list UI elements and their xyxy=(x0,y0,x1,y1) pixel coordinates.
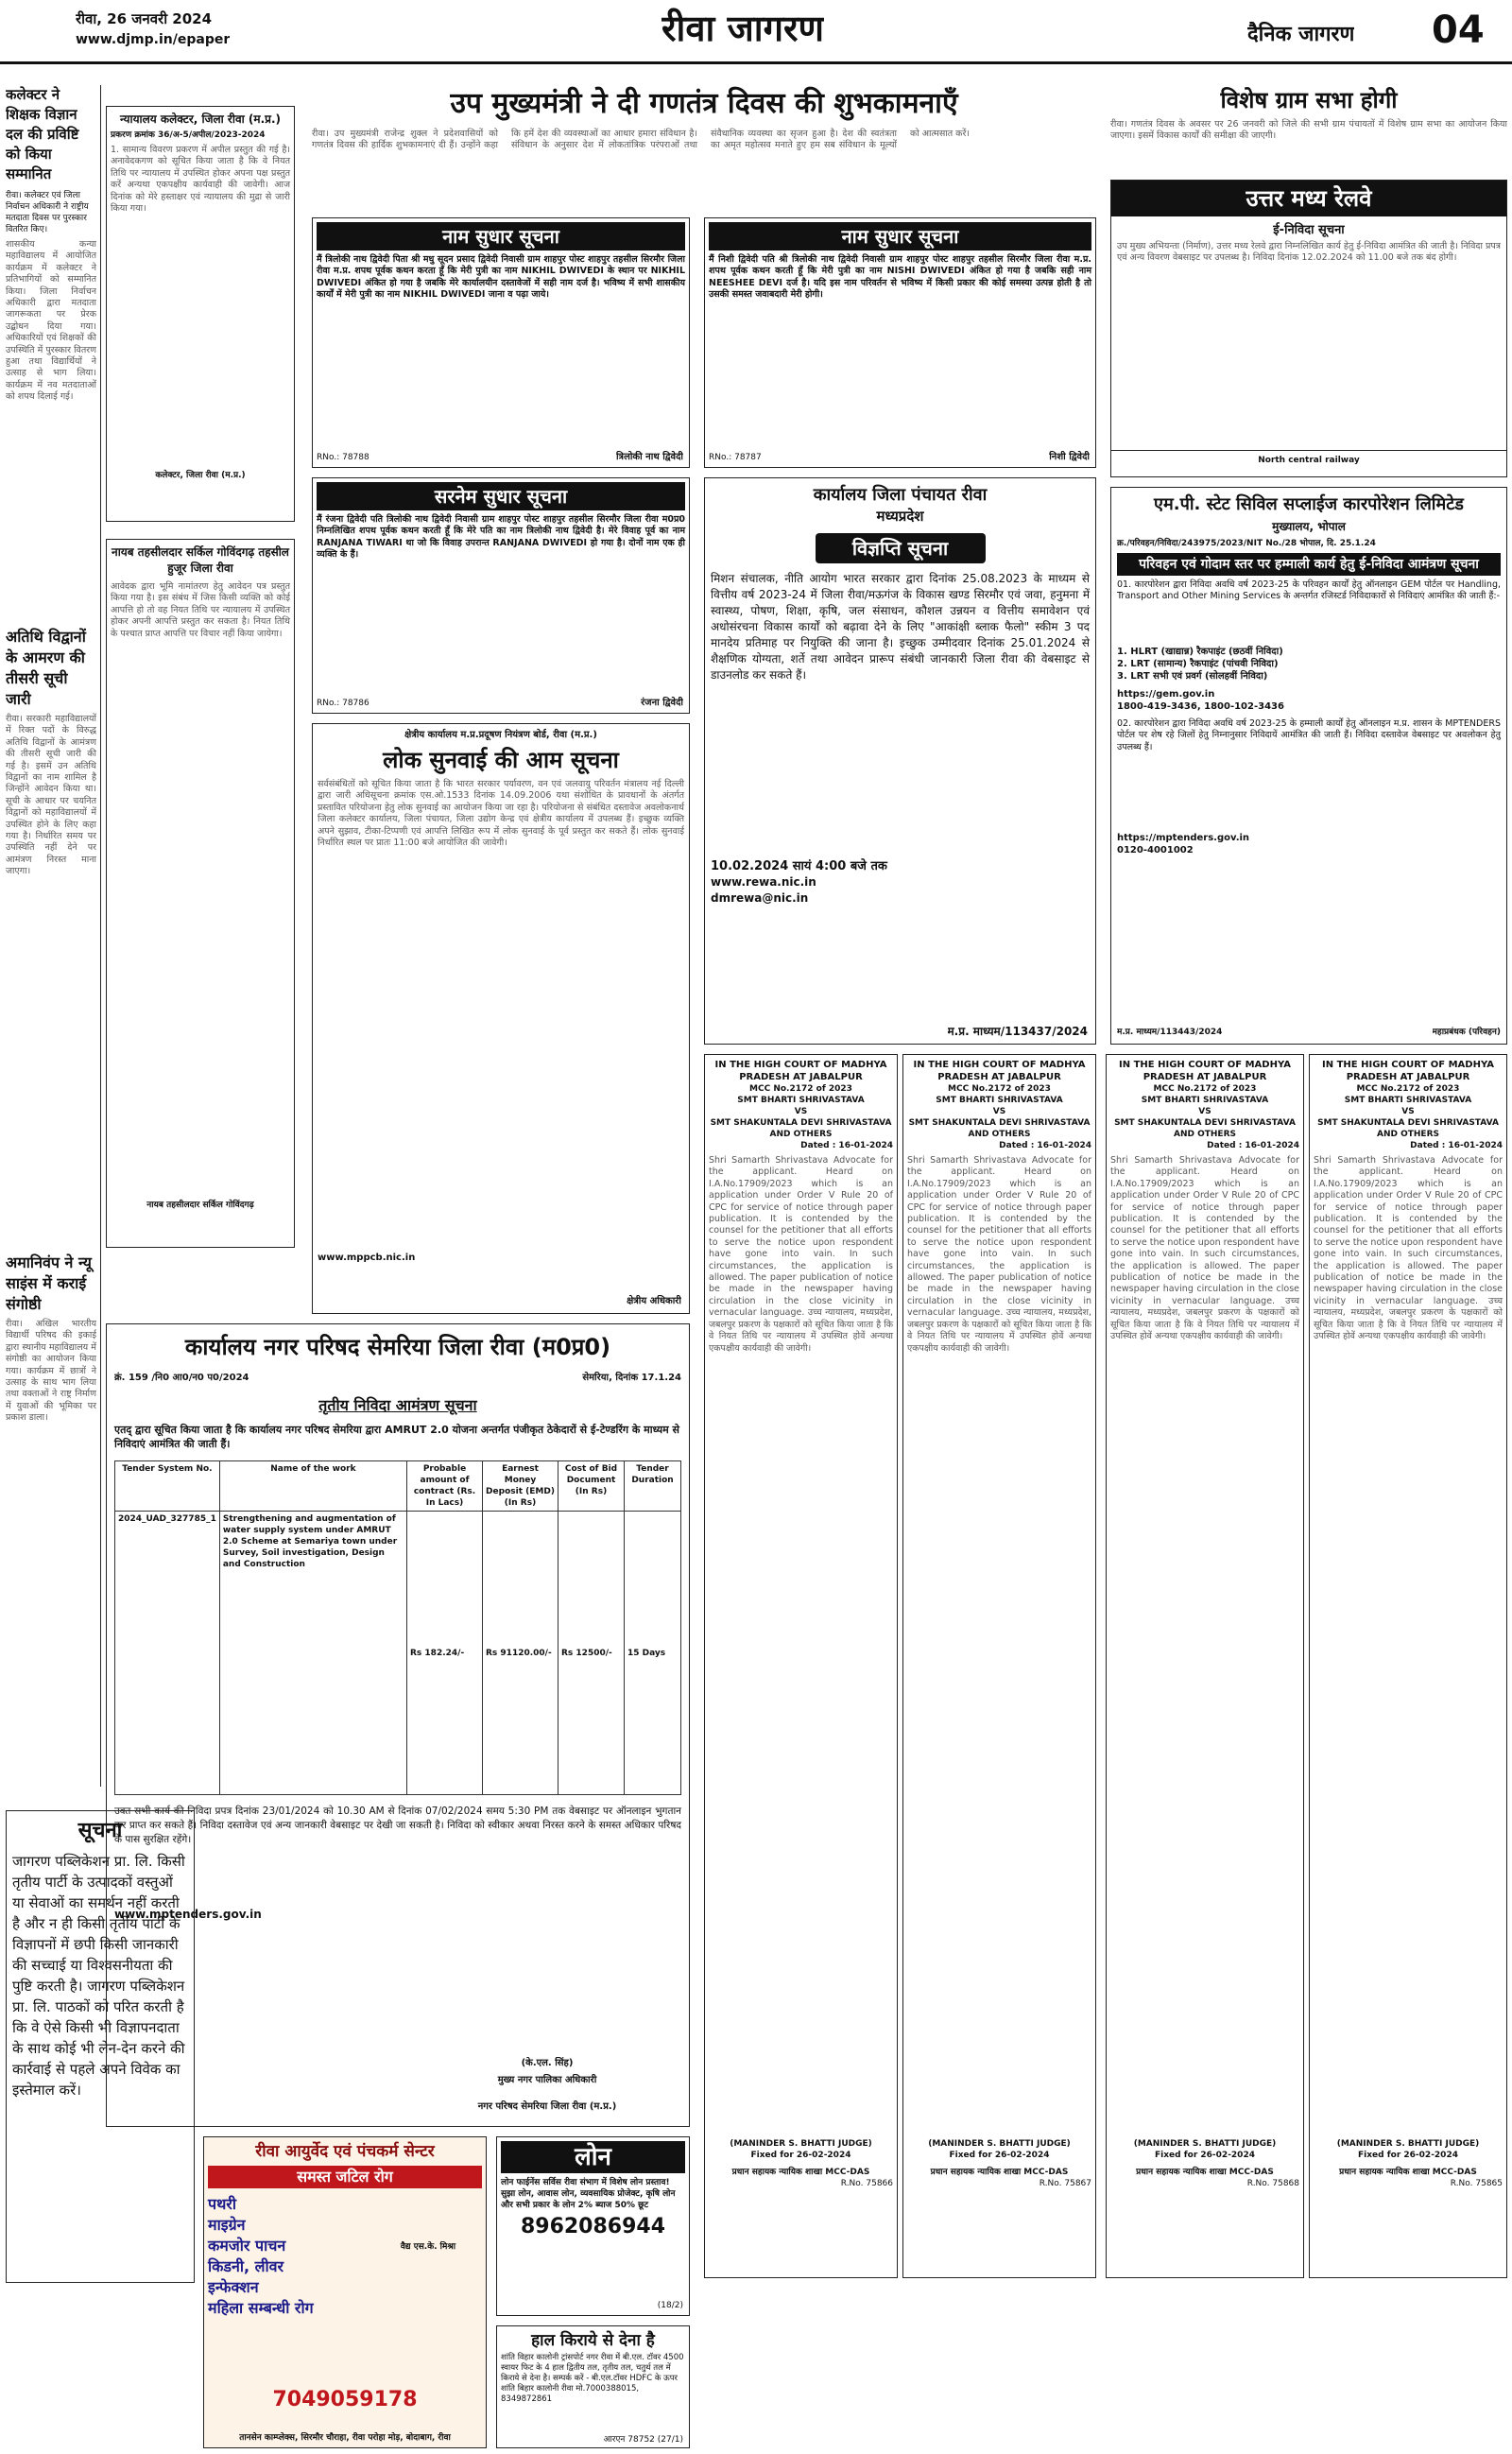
rno: RNo.: 78787 xyxy=(709,453,762,462)
table-cell: Rs 182.24/- xyxy=(407,1512,483,1795)
semariya-signature-2: मुख्य नगर पालिका अधिकारी xyxy=(497,2075,597,2085)
column-header: Cost of Bid Document (In Rs) xyxy=(558,1461,625,1512)
corp-tollfree: 1800-419-3436, 1800-102-3436 xyxy=(1117,701,1284,712)
court-footer: प्रधान सहायक न्यायिक शाखा MCC-DAS xyxy=(1339,2168,1477,2177)
ad-item: माइग्रेन xyxy=(208,2216,246,2234)
corp-item: 3. LRT सभी एवं प्रवर्ग (सोलहवीं निविदा) xyxy=(1117,671,1268,682)
case-number: प्रकरण क्रमांक 36/अ-5/अपील/2023-2024 xyxy=(111,130,266,140)
ad-item: इन्फेक्शन xyxy=(208,2278,259,2296)
court-body: Shri Samarth Shrivastava Advocate for the applicant. Heard on I.A.No.17909/2023 which is an application under Order V Rule 20 of CPC for service of notice through paper publication. It is contended by the counsel for the petitioner that all efforts to serve the notice upon respondent have gone into vain. In such circumstances, the application is allowed. The paper publication of notice be made in the newspaper having circulation in the close vicinity in vernacular language. उच्च न्यायालय, मध्यप्रदेश, जबलपुर प्रकरण के पक्षकारों को सूचित किया जाता है कि वे नियत तिथि पर न्यायालय में उपस्थित होवें अन्यथा एकपक्षीय कार्यवाही की जावेगी। xyxy=(907,1155,1091,1354)
publisher-disclaimer xyxy=(6,1810,195,2283)
deputy-cm-news xyxy=(312,85,1096,208)
corp-item: 2. LRT (सामान्य) रैकपाइंट (पांचवी निविदा) xyxy=(1117,659,1279,669)
rent-text: शांति विहार कालोनी ट्रांसपोर्ट नगर रीवा में बी.एल. टॉवर 4500 स्वायर फिट के 4 हाल द्वितीय तल, तृतीय तल, चतुर्थ तल में किराये से देना है। सम्पर्क करें - बी.एल.टॉवर HDFC के ऊपर शांति बिहार कालोनी रीवा मो.7000388015, 8349872861 xyxy=(501,2353,684,2404)
zila-panchayat-notice xyxy=(704,477,1096,1045)
court-fixed: Fixed for 26-02-2024 xyxy=(949,2151,1050,2160)
notice-title: नाम सुधार सूचना xyxy=(317,222,685,251)
court-registrar: (MANINDER S. BHATTI JUDGE) xyxy=(1336,2139,1480,2149)
court-footer: प्रधान सहायक न्यायिक शाखा MCC-DAS xyxy=(1136,2168,1274,2177)
court-footer: प्रधान सहायक न्यायिक शाखा MCC-DAS xyxy=(731,2168,870,2177)
headline: कलेक्टर ने शिक्षक विज्ञान दल की प्रविष्टि को किया सम्मानित xyxy=(6,86,79,182)
corp-footer-right: महाप्रबंधक (परिवहन) xyxy=(1432,1028,1501,1037)
notice-body: मैं निशी द्विवेदी पति श्री त्रिलोकी नाथ द्विवेदी निवासी ग्राम शाहपुर पोस्ट शाहपुर तहसील सिरमौर जिला रीवा म.प्र. शपथ पूर्वक कथन करती हूँ कि मेरी पुत्री का नाम NISHI DWIVEDI अंकित हो गया है जबकि सही नाम NEESHEE DEVI दर्ज है। यदि इस नाम परिवर्तन से भविष्य में किसी प्रकार की कोई समस्या उत्पन्न होती है तो उसकी समस्त जवाबदारी मेरी होगी। xyxy=(709,254,1091,301)
body-text: रीवा। सरकारी महाविद्यालयों में रिक्त पदों के विरुद्ध अतिथि विद्वानों के आमंत्रण की तीसरी सूची जारी की गई है। इसमें उन अतिथि विद्वानों का नाम शामिल है जिन्होंने आवेदन किया था। सूची के आधार पर चयनित विद्वानों को महाविद्यालयों में उपस्थित होने के लिए कहा गया है। निर्धारित समय पर उपस्थिति नहीं देने पर आमंत्रण निरस्त माना जाएगा। xyxy=(6,714,96,877)
court-party-1: SMT BHARTI SHRIVASTAVA xyxy=(737,1096,865,1105)
ad-doctor: वैद्य एस.के. मिश्रा xyxy=(400,2242,456,2252)
court-title: IN THE HIGH COURT OF MADHYA PRADESH AT JABALPUR xyxy=(913,1060,1086,1082)
headline: अतिथि विद्वानों के आमरण की तीसरी सूची जारी xyxy=(6,628,86,708)
court-notice-3 xyxy=(1106,1054,1304,2278)
rent-title: हाल किराये से देना है xyxy=(531,2331,655,2350)
semariya-signature-1: (के.एल. सिंह) xyxy=(521,2058,574,2068)
court-footer: प्रधान सहायक न्यायिक शाखा MCC-DAS xyxy=(930,2168,1069,2177)
semariya-website[interactable]: www.mptenders.gov.in xyxy=(114,1908,262,1921)
civil-supplies-tender xyxy=(1110,487,1507,1045)
railway-subtitle: ई-निविदा सूचना xyxy=(1273,223,1345,237)
tender-table xyxy=(114,1460,681,1795)
notice-footer: नायब तहसीलदार सर्किल गोविंदगढ़ xyxy=(146,1201,254,1210)
ad-address: तानसेन काम्प्लेक्स, सिरमौर चौराहा, रीवा परोहा मोड़, बोदाबाग, रीवा xyxy=(239,2433,451,2443)
ad-item: किडनी, लीवर xyxy=(208,2257,284,2275)
semariya-body: उक्त सभी कार्य की निविदा प्रपत्र दिनांक 23/01/2024 को 10.30 AM से दिनांक 07/02/2024 समय 5:30 PM तक वेबसाइट पर ऑनलाइन भुगतान कर प्राप्त कर सकते हैं। निविदा दस्तावेज एवं अन्य जानकारी वेबसाइट पर देखी जा सकती है। निविदा को स्वीकार अथवा निरस्त करने के समस्त अधिकार परिषद के पास सुरक्षित रहेंगे। xyxy=(114,1806,681,1845)
notice-body: 1. सामान्य विवरण प्रकरण में अपील प्रस्तुत की गई है। अनावेदकगण को सूचित किया जाता है कि वे नियत तिथि पर न्यायालय में उपस्थित होकर अपना पक्ष प्रस्तुत करें अन्यथा एकपक्षीय कार्यवाही की जावेगी। आज दिनांक को मेरे हस्ताक्षर एवं न्यायालय की मुद्रा से जारी किया गया। xyxy=(111,145,290,215)
court-rno: R.No. 75865 xyxy=(1450,2179,1503,2188)
column-header: Tender Duration xyxy=(625,1461,681,1512)
table-cell: Strengthening and augmentation of water supply system under AMRUT 2.0 Scheme at Semariya town under Survey, Soil investigation, Design and Construction xyxy=(219,1512,406,1795)
rno: RNo.: 78786 xyxy=(317,699,369,708)
rent-code: आरएन 78752 (27/1) xyxy=(603,2435,683,2445)
board-office: क्षेत्रीय कार्यालय म.प्र.प्रदूषण नियंत्रण बोर्ड, रीवा (म.प्र.) xyxy=(404,730,597,740)
corp-footer-left: म.प्र. माध्यम/113443/2024 xyxy=(1117,1028,1223,1037)
court-vs: VS xyxy=(1401,1107,1415,1116)
loan-code: (18/2) xyxy=(657,2301,683,2310)
court-registrar: (MANINDER S. BHATTI JUDGE) xyxy=(730,2139,872,2149)
court-vs: VS xyxy=(794,1107,808,1116)
court-party-1: SMT BHARTI SHRIVASTAVA xyxy=(1344,1096,1472,1105)
ayurved-ad xyxy=(203,2136,487,2448)
rno: RNo.: 78788 xyxy=(317,453,369,462)
edition-title: रीवा जागरण xyxy=(662,8,825,49)
court-party-1: SMT BHARTI SHRIVASTAVA xyxy=(936,1096,1063,1105)
headline: अमानिवंप ने न्यू साइंस में कराई संगोष्ठी xyxy=(6,1253,92,1313)
epaper-url[interactable]: www.djmp.in/epaper xyxy=(76,32,231,47)
gram-sabha-news xyxy=(1110,85,1507,176)
court-title: IN THE HIGH COURT OF MADHYA PRADESH AT JABALPUR xyxy=(1119,1060,1291,1082)
loan-text: लोन फाईनेंस सर्विस रीवा संभाग में विशेष लोन प्रस्ताव! सुझा लोन, आवास लोन, व्यवसायिक प्रोजेक्ट, कृषि लोन और सभी प्रकार के लोन 2% ब्याज 50% छूट xyxy=(501,2178,676,2210)
notice-body: मैं त्रिलोकी नाथ द्विवेदी पिता श्री मधु सूदन प्रसाद द्विवेदी निवासी ग्राम शाहपुर पोस्ट शाहपुर तहसील सिरमौर जिला रीवा म.प्र. शपथ पूर्वक कथन करता हूँ कि मेरी पुत्री का नाम NIKHIL DWIVEDI के स्थान पर NIKHIL DWIVEDI अंकित हो गया है जबकि मेरे कार्यालयीन दस्तावेजों में सही नाम दर्ज है। भविष्य में सभी शासकीय कार्यों में मेरी पुत्री का नाम NIKHIL DWIVEDI जाना व पढ़ा जाये। xyxy=(317,254,685,301)
loan-title: लोन xyxy=(501,2141,685,2173)
body-text: शासकीय कन्या महाविद्यालय में आयोजित कार्यक्रम में कलेक्टर ने प्रतिभागियों को सम्मानित किया। जिला निर्वाचन अधिकारी द्वारा मतदाता जागरूकता पर प्रेरक उद्बोधन दिया गया। अधिकारियों एवं शिक्षकों की उपस्थिति में पुरस्कार वितरण हुआ तथा विद्यार्थियों ने उत्साह से भाग लिया। कार्यक्रम में नव मतदाताओं को शपथ दिलाई गई। xyxy=(6,239,96,403)
court-dated: Dated : 16-01-2024 xyxy=(1207,1141,1299,1150)
court-fixed: Fixed for 26-02-2024 xyxy=(1155,2151,1255,2160)
panchayat-title: विज्ञप्ति सूचना xyxy=(816,533,986,563)
gram-sabha-body: रीवा। गणतंत्र दिवस के अवसर पर 26 जनवरी को जिले की सभी ग्राम पंचायतों में विशेष ग्राम सभा का आयोजन किया जाएगा। इसमें विकास कार्यों की समीक्षा की जाएगी। xyxy=(1110,119,1507,142)
court-party-1: SMT BHARTI SHRIVASTAVA xyxy=(1141,1096,1269,1105)
court-mcc: MCC No.2172 of 2023 xyxy=(1153,1084,1257,1094)
court-vs: VS xyxy=(992,1107,1006,1116)
notice-title: न्यायालय कलेक्टर, जिला रीवा (म.प्र.) xyxy=(119,112,282,126)
court-dated: Dated : 16-01-2024 xyxy=(999,1141,1091,1150)
board-signature: क्षेत्रीय अधिकारी xyxy=(627,1296,681,1306)
table-row xyxy=(115,1512,681,1795)
masthead xyxy=(0,0,1512,64)
ad-items xyxy=(208,2194,482,2319)
railway-tender xyxy=(1110,180,1507,477)
table-cell: Rs 91120.00/- xyxy=(483,1512,558,1795)
court-mcc: MCC No.2172 of 2023 xyxy=(948,1084,1051,1094)
semariya-subtitle: तृतीय निविदा आमंत्रण सूचना xyxy=(318,1396,477,1414)
tehsil-notice xyxy=(106,539,295,1248)
court-title: IN THE HIGH COURT OF MADHYA PRADESH AT JABALPUR xyxy=(1322,1060,1494,1082)
left-news-column xyxy=(6,85,96,1796)
court-title: IN THE HIGH COURT OF MADHYA PRADESH AT JABALPUR xyxy=(714,1060,887,1082)
notice-footer: कलेक्टर, जिला रीवा (म.प्र.) xyxy=(155,471,246,480)
table-header-row xyxy=(115,1461,681,1512)
court-notice-4 xyxy=(1309,1054,1507,2278)
court-registrar: (MANINDER S. BHATTI JUDGE) xyxy=(1133,2139,1277,2149)
court-body: Shri Samarth Shrivastava Advocate for the applicant. Heard on I.A.No.17909/2023 which is an application under Order V Rule 20 of CPC for service of notice through paper publication. It is contended by the counsel for the petitioner that all efforts to serve the notice upon respondent have gone into vain. In such circumstances, the application is allowed. The paper publication of notice be made in the newspaper having circulation in the close vicinity in vernacular language. उच्च न्यायालय, मध्यप्रदेश, जबलपुर प्रकरण के पक्षकारों को सूचित किया जाता है कि वे नियत तिथि पर न्यायालय में उपस्थित होवें अन्यथा एकपक्षीय कार्यवाही की जावेगी। xyxy=(1314,1155,1503,1342)
ad-item: पथरी xyxy=(208,2195,237,2213)
board-body: सर्वसंबंधितों को सूचित किया जाता है कि भारत सरकार पर्यावरण, वन एवं जलवायु परिवर्तन मंत्रालय नई दिल्ली द्वारा जारी अधिसूचना क्रमांक एस.ओ.1533 दिनांक 14.09.2006 यथा संशोधित के प्रावधानों के अंतर्गत प्रस्तावित परियोजना हेतु लोक सुनवाई का आयोजन किया जा रहा है। परियोजना से संबंधित दस्तावेज अवलोकनार्थ जिला कलेक्टर कार्यालय, जिला पंचायत, जिला उद्योग केन्द्र एवं क्षेत्रीय कार्यालय में उपलब्ध हैं। इच्छुक व्यक्ति अपने सुझाव, टीका-टिप्पणी एवं आपत्ति लिखित रूप में लोक सुनवाई के पूर्व प्रस्तुत कर सकते हैं। लोक सुनवाई निर्धारित स्थल पर प्रातः 11:00 बजे आयोजित की जावेगी। xyxy=(318,779,684,849)
collector-court-notice xyxy=(106,106,295,522)
corp-item: 1. HLRT (खाद्यान्न) रैकपाइंट (छठवीं निविदा) xyxy=(1117,647,1283,657)
court-notice-1 xyxy=(704,1054,898,2278)
loan-phone[interactable]: 8962086944 xyxy=(520,2215,666,2238)
loan-ad xyxy=(496,2136,690,2316)
column-header: Probable amount of contract (Rs. In Lacs) xyxy=(407,1461,483,1512)
column-header: Tender System No. xyxy=(115,1461,220,1512)
panchayat-footer: म.प्र. माध्यम/113437/2024 xyxy=(947,1026,1088,1038)
table-cell: 2024_UAD_327785_1 xyxy=(115,1512,220,1795)
column-header: Earnest Money Deposit (EMD) (In Rs) xyxy=(483,1461,558,1512)
board-title: लोक सुनवाई की आम सूचना xyxy=(383,747,619,773)
pollution-board-notice xyxy=(312,723,690,1314)
corp-subhead: परिवहन एवं गोदाम स्तर पर हम्माली कार्य हेतु ई-निविदा आमंत्रण सूचना xyxy=(1117,553,1501,576)
ad-item: महिला सम्बन्धी रोग xyxy=(208,2299,314,2317)
body-text: रीवा। अखिल भारतीय विद्यार्थी परिषद की इकाई द्वारा स्थानीय महाविद्यालय में संगोष्ठी का आयोजन किया गया। कार्यक्रम में छात्रों ने उत्साह के साथ भाग लिया तथा वक्ताओं ने राष्ट्र निर्माण में युवाओं की भूमिका पर प्रकाश डाला। xyxy=(6,1319,96,1424)
railway-footer: North central railway xyxy=(1111,450,1506,466)
court-fixed: Fixed for 26-02-2024 xyxy=(1358,2151,1458,2160)
court-party-2: SMT SHAKUNTALA DEVI SHRIVASTAVA AND OTHERS xyxy=(710,1118,892,1139)
ad-phone[interactable]: 7049059178 xyxy=(272,2388,418,2411)
name-change-notice-2 xyxy=(704,217,1096,468)
corp-body: 01. कारपोरेशन द्वारा निविदा अवधि वर्ष 2023-25 के परिवहन कार्यों हेतु ऑनलाइन GEM पोर्टल पर Handling, Transport and Other Mining Services के अन्तर्गत रजिस्टर्ड निविदाकारों से निविदाएं आमंत्रित की जाती हैं:- xyxy=(1117,579,1501,602)
paper-name: दैनिक जागरण xyxy=(1247,23,1355,46)
corp-title: एम.पी. स्टेट सिविल सप्लाईज कारपोरेशन लिमिटेड xyxy=(1154,494,1464,514)
railway-title: उत्तर मध्य रेलवे xyxy=(1111,181,1506,216)
panchayat-deadline: 10.02.2024 सायं 4:00 बजे तक xyxy=(711,859,887,873)
court-rno: R.No. 75868 xyxy=(1246,2179,1299,2188)
court-dated: Dated : 16-01-2024 xyxy=(1410,1141,1503,1150)
court-mcc: MCC No.2172 of 2023 xyxy=(1356,1084,1460,1094)
name-change-notice-1 xyxy=(312,217,690,468)
corp-ref: क्र./परिवहन/निविदा/243975/2023/NIT No./28 भोपाल, दि. 25.1.24 xyxy=(1117,539,1376,548)
panchayat-body: मिशन संचालक, नीति आयोग भारत सरकार द्वारा दिनांक 25.08.2023 के माध्यम से वित्तीय वर्ष 2023-24 में जिला रीवा/मऊगंज के विकास खण्ड सिरमौर एवं जवा, हनुमना में स्वास्थ्य, पोषण, शिक्षा, कृषि, जल संसाधन, कौशल उन्नयन व वित्तीय समावेशन एवं अधोसंरचना विकास कार्यों को बढ़ावा देने के लिए "आकांक्षी ब्लाक फैलो" स्कीम 3 पद मानदेय प्रतिमाह पर नियुक्ति की जाना है। इच्छुक उम्मीदवार दिनांक 25.01.2024 से शैक्षणिक योग्यता, शर्ते तथा आवेदन प्रारूप संबंधी जानकारी जिला रीवा की वेबसाइट से डाउनलोड कर सकते हैं। xyxy=(711,572,1090,682)
ad-title: रीवा आयुर्वेद एवं पंचकर्म सेन्टर xyxy=(255,2142,435,2161)
semariya-signature-3: नगर परिषद सेमरिया जिला रीवा (म.प्र.) xyxy=(477,2101,617,2112)
panchayat-email[interactable]: dmrewa@nic.in xyxy=(711,891,809,905)
column-header: Name of the work xyxy=(219,1461,406,1512)
notice-body: मैं रंजना द्विवेदी पति त्रिलोकी नाथ द्विवेदी निवासी ग्राम शाहपुर पोस्ट शाहपुर तहसील सिरमौर जिला रीवा म0प्र0 निम्नलिखित शपथ पूर्वक कथन करती हूँ कि मेरे पति का नाम त्रिलोकी नाथ द्विवेदी है। मेरे विवाह पूर्व का नाम RANJANA TIWARI था जो कि विवाह उपरान्त RANJANA DWIVEDI हो गया है। दोनों नाम एक ही व्यक्ति के हैं। xyxy=(317,514,685,561)
corp-place: मुख्यालय, भोपाल xyxy=(1272,520,1346,533)
court-rno: R.No. 75867 xyxy=(1039,2179,1091,2188)
signature: रंजना द्विवेदी xyxy=(641,698,683,708)
court-party-2: SMT SHAKUNTALA DEVI SHRIVASTAVA AND OTHERS xyxy=(1114,1118,1296,1139)
ad-subtitle: समस्त जटिल रोग xyxy=(208,2166,482,2188)
disclaimer-text: जागरण पब्लिकेशन प्रा. लि. किसी तृतीय पार्टी के उत्पादकों वस्तुओं या सेवाओं का समर्थन नहीं करती है और न ही किसी तृतीय पार्टी के विज्ञापनों में छपी किसी जानकारी की सच्चाई या विश्वसनीयता की पुष्टि करती है। जागरण पब्लिकेशन प्रा. लि. पाठकों को परित करती है कि वे ऐसे किसी भी विज्ञापनदाता के साथ कोई भी लेन-देन करने की कार्रवाई से पहले अपने विवेक का इस्तेमाल करें। xyxy=(12,1853,185,2099)
court-fixed: Fixed for 26-02-2024 xyxy=(750,2151,851,2160)
lead-text: रीवा। कलेक्टर एवं जिला निर्वाचन अधिकारी ने राष्ट्रीय मतदाता दिवस पर पुरस्कार वितरित किए। xyxy=(6,191,89,234)
court-party-2: SMT SHAKUNTALA DEVI SHRIVASTAVA AND OTHERS xyxy=(908,1118,1091,1139)
court-vs: VS xyxy=(1198,1107,1211,1116)
court-rno: R.No. 75866 xyxy=(840,2179,893,2188)
table-cell: 15 Days xyxy=(625,1512,681,1795)
banner-body: रीवा। उप मुख्यमंत्री राजेन्द्र शुक्ल ने प्रदेशवासियों को गणतंत्र दिवस की हार्दिक शुभकामनाएं दी हैं। उन्होंने कहा कि हमें देश की व्यवस्थाओं का आधार हमारा संविधान है। संविधान के अनुसार देश में लोकतांत्रिक परंपराओं तथा संवैधानिक व्यवस्था का सृजन हुआ है। देश की स्वतंत्रता का अमृत महोत्सव मनाते हुए हम सब संविधान के मूल्यों को आत्मसात करें। xyxy=(312,129,970,151)
court-notice-2 xyxy=(902,1054,1096,2278)
court-dated: Dated : 16-01-2024 xyxy=(800,1141,893,1150)
notice-title: नायब तहसीलदार सर्किल गोविंदगढ़ तहसील हुजूर जिला रीवा xyxy=(112,545,289,575)
court-mcc: MCC No.2172 of 2023 xyxy=(749,1084,852,1094)
corp-body-2: 02. कारपोरेशन द्वारा निविदा अवधि वर्ष 2023-25 के हम्माली कार्यों हेतु ऑनलाइन म.प्र. शासन के MPTENDERS पोर्टल पर शेष रहे जिलों हेतु निम्नानुसार निविदायें आमंत्रित की जाती हैं। निविदा दस्तावेज वेबसाइट पर अवलोकन हेतु उपलब्ध हैं। xyxy=(1117,718,1501,752)
semariya-title: कार्यालय नगर परिषद सेमरिया जिला रीवा (म0प्र0) xyxy=(184,1334,611,1360)
court-party-2: SMT SHAKUNTALA DEVI SHRIVASTAVA AND OTHERS xyxy=(1317,1118,1499,1139)
semariya-intro: एतद् द्वारा सूचित किया जाता है कि कार्यालय नगर परिषद सेमरिया द्वारा AMRUT 2.0 योजना अन्तर्गत पंजीकृत ठेकेदारों से ई-टेण्डरिंग के माध्यम से निविदाएं आमंत्रित की जाती हैं। xyxy=(114,1424,679,1450)
gram-sabha-title: विशेष ग्राम सभा होगी xyxy=(1220,87,1398,113)
court-body: Shri Samarth Shrivastava Advocate for the applicant. Heard on I.A.No.17909/2023 which is an application under Order V Rule 20 of CPC for service of notice through paper publication. It is contended by the counsel for the petitioner that all efforts to serve the notice upon respondent have gone into vain. In such circumstances, the application is allowed. The paper publication of notice be made in the newspaper having circulation in the close vicinity in vernacular language. उच्च न्यायालय, मध्यप्रदेश, जबलपुर प्रकरण के पक्षकारों को सूचित किया जाता है कि वे नियत तिथि पर न्यायालय में उपस्थित होवें अन्यथा एकपक्षीय कार्यवाही की जावेगी। xyxy=(1110,1155,1299,1342)
corp-website-2[interactable]: https://mptenders.gov.in xyxy=(1117,833,1250,843)
notice-title: नाम सुधार सूचना xyxy=(709,222,1091,251)
notice-title: सरनेम सुधार सूचना xyxy=(317,482,685,510)
court-registrar: (MANINDER S. BHATTI JUDGE) xyxy=(928,2139,1071,2149)
page-number: 04 xyxy=(1432,9,1485,52)
surname-change-notice xyxy=(312,477,690,714)
court-body: Shri Samarth Shrivastava Advocate for the applicant. Heard on I.A.No.17909/2023 which is an application under Order V Rule 20 of CPC for service of notice through paper publication. It is contended by the counsel for the petitioner that all efforts to serve the notice upon respondent have gone into vain. In such circumstances, the application is allowed. The paper publication of notice be made in the newspaper having circulation in the close vicinity in vernacular language. उच्च न्यायालय, मध्यप्रदेश, जबलपुर प्रकरण के पक्षकारों को सूचित किया जाता है कि वे नियत तिथि पर न्यायालय में उपस्थित होवें अन्यथा एकपक्षीय कार्यवाही की जावेगी। xyxy=(709,1155,893,1354)
corp-website-1[interactable]: https://gem.gov.in xyxy=(1117,689,1215,700)
panchayat-website[interactable]: www.rewa.nic.in xyxy=(711,875,816,889)
date-line: रीवा, 26 जनवरी 2024 xyxy=(76,10,213,27)
notice-body: आवेदक द्वारा भूमि नामांतरण हेतु आवेदन पत्र प्रस्तुत किया गया है। इस संबंध में जिस किसी व्यक्ति को कोई आपत्ति हो तो वह नियत तिथि पर न्यायालय में उपस्थित होकर अपनी आपत्ति प्रस्तुत कर सकता है। नियत तिथि के पश्चात प्राप्त आपत्ति पर विचार नहीं किया जायेगा। xyxy=(111,581,290,639)
ad-item: कमजोर पाचन xyxy=(208,2237,286,2255)
table-cell: Rs 12500/- xyxy=(558,1512,625,1795)
panchayat-office: कार्यालय जिला पंचायत रीवा xyxy=(813,485,988,505)
corp-phone: 0120-4001002 xyxy=(1117,845,1194,855)
signature: निशी द्विवेदी xyxy=(1049,452,1090,462)
board-website[interactable]: www.mppcb.nic.in xyxy=(318,1253,416,1263)
railway-body: उप मुख्य अभियन्ता (निर्माण), उत्तर मध्य रेलवे द्वारा निम्नलिखित कार्य हेतु ई-निविदा आमंत्रित की जाती है। निविदा प्रपत्र एवं अन्य विवरण वेबसाइट पर उपलब्ध है। निविदा दिनांक 12.02.2024 को 11.00 बजे तक बंद होगी। xyxy=(1117,241,1501,264)
banner-headline: उप मुख्यमंत्री ने दी गणतंत्र दिवस की शुभकामनाएँ xyxy=(450,87,958,120)
semariya-date: सेमरिया, दिनांक 17.1.24 xyxy=(582,1373,681,1383)
hall-rent-ad xyxy=(496,2325,690,2448)
panchayat-state: मध्यप्रदेश xyxy=(876,508,924,525)
disclaimer-title: सूचना xyxy=(77,1819,123,1842)
signature: त्रिलोकी नाथ द्विवेदी xyxy=(615,452,683,462)
semariya-ref: क्रं. 159 /नि0 आ0/न0 प0/2024 xyxy=(114,1373,249,1383)
